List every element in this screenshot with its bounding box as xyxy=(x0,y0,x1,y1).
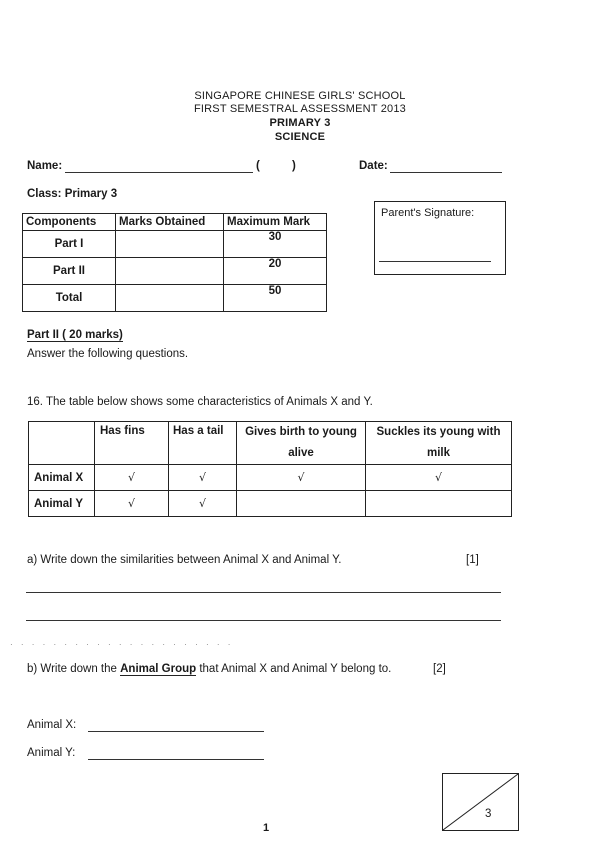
answer-x-label: Animal X: xyxy=(27,719,77,731)
level-title: PRIMARY 3 xyxy=(269,117,331,129)
question-16b-text-after: that Animal X and Animal Y belong to. xyxy=(196,663,392,675)
tick-x-suckles: √ xyxy=(366,465,512,491)
tick-x-birth: √ xyxy=(237,465,366,491)
scan-noise-dots: · · · · · · · · · · · · · · · · · · · · · xyxy=(10,640,234,649)
section-instruction: Answer the following questions. xyxy=(27,348,189,360)
answer-y-label: Animal Y: xyxy=(27,747,76,759)
question-16b-text-before: b) Write down the xyxy=(27,663,121,675)
score-box-value: 3 xyxy=(485,808,492,820)
max-total: 50 xyxy=(224,285,327,312)
marks-row-part1 xyxy=(23,231,327,258)
component-total: Total xyxy=(23,285,116,312)
component-part1: Part I xyxy=(23,231,116,258)
parent-signature-line xyxy=(379,261,491,262)
obtained-part1 xyxy=(116,231,224,258)
header-maximum-mark: Maximum Mark xyxy=(224,214,327,231)
corner-cell xyxy=(29,422,95,465)
header-components: Components xyxy=(23,214,116,231)
max-part2: 20 xyxy=(224,258,327,285)
index-bracket-close: ) xyxy=(292,160,296,172)
row-label-animal-x: Animal X xyxy=(29,465,95,491)
parent-signature-label: Parent's Signature: xyxy=(381,207,475,219)
tick-y-fins: √ xyxy=(95,491,169,517)
row-label-animal-y: Animal Y xyxy=(29,491,95,517)
answer-x-field[interactable] xyxy=(88,731,264,732)
name-label: Name: xyxy=(27,160,63,172)
answer-line-16a-1[interactable] xyxy=(26,592,501,593)
answer-line-16a-2[interactable] xyxy=(26,620,501,621)
marks-row-part2 xyxy=(23,258,327,285)
obtained-total xyxy=(116,285,224,312)
question-16b-line xyxy=(27,663,391,676)
col-suckles-young: Suckles its young with milk xyxy=(366,422,512,465)
tick-x-fins: √ xyxy=(95,465,169,491)
assessment-title: FIRST SEMESTRAL ASSESSMENT 2013 xyxy=(193,103,406,115)
marks-table-header xyxy=(23,214,327,231)
subject-title: SCIENCE xyxy=(274,131,326,143)
tick-y-suckles xyxy=(366,491,512,517)
question-16b-emphasis: Animal Group xyxy=(120,663,197,675)
max-part1: 30 xyxy=(224,231,327,258)
question-16b-marks: [2] xyxy=(433,663,446,675)
characteristics-header-row xyxy=(29,422,512,465)
question-16a-marks: [1] xyxy=(466,554,479,566)
class-label: Class: Primary 3 xyxy=(27,188,118,200)
parent-signature-box[interactable] xyxy=(374,201,506,275)
marks-row-total xyxy=(23,285,327,312)
tick-x-tail: √ xyxy=(169,465,237,491)
col-has-tail: Has a tail xyxy=(169,422,237,465)
school-name: SINGAPORE CHINESE GIRLS' SCHOOL xyxy=(194,90,406,102)
col-has-fins: Has fins xyxy=(95,422,169,465)
name-field[interactable] xyxy=(65,172,253,173)
date-field[interactable] xyxy=(390,172,502,173)
row-animal-y xyxy=(29,491,512,517)
row-animal-x xyxy=(29,465,512,491)
score-box-diagonal xyxy=(443,774,518,830)
tick-y-tail: √ xyxy=(169,491,237,517)
col-gives-birth: Gives birth to young alive xyxy=(237,422,366,465)
page-number: 1 xyxy=(263,822,270,834)
section-title: Part II ( 20 marks) xyxy=(27,329,123,341)
question-16-stem: 16. The table below shows some characteristics of Animals X and Y. xyxy=(27,396,373,408)
header-marks-obtained: Marks Obtained xyxy=(116,214,224,231)
section-title-wrap xyxy=(27,329,123,342)
marks-table xyxy=(22,213,327,312)
date-label: Date: xyxy=(359,160,388,172)
component-part2: Part II xyxy=(23,258,116,285)
obtained-part2 xyxy=(116,258,224,285)
characteristics-table xyxy=(28,421,512,517)
tick-y-birth xyxy=(237,491,366,517)
index-bracket-open: ( xyxy=(256,160,260,172)
question-16a-text: a) Write down the similarities between Animal X and Animal Y. xyxy=(27,554,342,566)
answer-y-field[interactable] xyxy=(88,759,264,760)
score-box xyxy=(442,773,519,831)
